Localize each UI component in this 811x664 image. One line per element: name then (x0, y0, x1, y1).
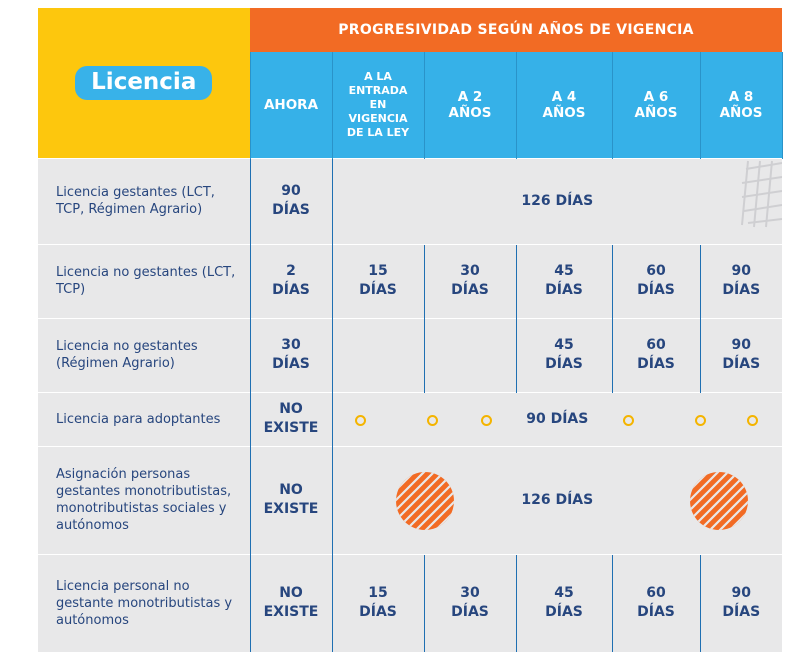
now-value (250, 392, 332, 446)
now-value-text: NO EXISTE (263, 585, 319, 621)
grid-pattern-icon (738, 159, 782, 229)
span-value-text: 126 DÍAS (521, 492, 594, 508)
value-cell (332, 318, 424, 392)
col-header-entrada-text: A LA ENTRADA EN VIGENCIA DE LA LEY (346, 69, 410, 139)
value-text: 30 DÍAS (451, 585, 489, 621)
row-label: Licencia para adoptantes (38, 392, 250, 446)
now-value-text: NO EXISTE (263, 401, 319, 436)
value-cell (700, 554, 782, 652)
licencias-table-container (38, 8, 782, 654)
value-cell (332, 244, 424, 318)
span-value (332, 446, 782, 554)
col-header-a4 (516, 52, 612, 158)
dot-icon (623, 415, 634, 426)
table-row (38, 244, 782, 318)
value-cell (516, 554, 612, 652)
now-value (250, 554, 332, 652)
span-value-text: 90 DÍAS (526, 411, 589, 427)
col-header-a8 (700, 52, 782, 158)
row-label: Asignación personas gestantes monotributistas, monotributistas sociales y autónomos (38, 446, 250, 554)
hatched-circle-icon (689, 471, 749, 531)
dot-icon (427, 415, 438, 426)
hatched-circle-icon (395, 471, 455, 531)
dot-icon (747, 415, 758, 426)
value-cell (516, 244, 612, 318)
col-header-a2 (424, 52, 516, 158)
licencias-table (38, 8, 783, 652)
table-row (38, 446, 782, 554)
span-value-text: 126 DÍAS (521, 193, 594, 209)
value-cell (700, 318, 782, 392)
col-header-a4-text: A 4 AÑOS (542, 88, 586, 121)
group-header: PROGRESIVIDAD SEGÚN AÑOS DE VIGENCIA (250, 8, 782, 52)
row-label: Licencia personal no gestante monotributistas y autónomos (38, 554, 250, 652)
now-value (250, 446, 332, 554)
col-header-a8-text: A 8 AÑOS (719, 88, 763, 121)
dot-icon (481, 415, 492, 426)
value-text: 90 DÍAS (722, 585, 761, 621)
row-label: Licencia no gestantes (LCT, TCP) (38, 244, 250, 318)
value-cell (612, 554, 700, 652)
value-cell (424, 554, 516, 652)
value-text: 30 DÍAS (451, 263, 489, 298)
value-cell (612, 244, 700, 318)
licencia-title: Licencia (75, 66, 212, 100)
value-text: 60 DÍAS (637, 263, 675, 298)
table-row (38, 158, 782, 244)
dot-icon (695, 415, 706, 426)
col-header-a2-text: A 2 AÑOS (448, 88, 492, 121)
now-value-text: NO EXISTE (263, 482, 319, 517)
row-label: Licencia no gestantes (Régimen Agrario) (38, 318, 250, 392)
value-text: 45 DÍAS (545, 585, 583, 621)
table-row (38, 392, 782, 446)
value-text: 45 DÍAS (545, 337, 583, 372)
value-text: 90 DÍAS (722, 263, 761, 298)
value-cell (332, 554, 424, 652)
value-text: 90 DÍAS (722, 337, 761, 372)
value-text: 15 DÍAS (359, 263, 397, 298)
value-text: 60 DÍAS (637, 585, 675, 621)
col-header-ahora: AHORA (250, 52, 332, 158)
value-text: 15 DÍAS (359, 585, 397, 621)
value-cell (612, 318, 700, 392)
dot-icon (355, 415, 366, 426)
now-value (250, 244, 332, 318)
now-value-text: 30 DÍAS (272, 337, 310, 372)
value-text: 60 DÍAS (637, 337, 675, 372)
now-value-text: 90 DÍAS (272, 183, 310, 218)
value-text: 45 DÍAS (545, 263, 583, 298)
col-header-a6-text: A 6 AÑOS (634, 88, 678, 121)
now-value-text: 2 DÍAS (272, 263, 310, 298)
corner-cell (38, 8, 250, 158)
value-cell (516, 318, 612, 392)
value-cell (424, 244, 516, 318)
span-value (332, 392, 782, 446)
table-row (38, 318, 782, 392)
span-value (332, 158, 782, 244)
now-value (250, 158, 332, 244)
row-label: Licencia gestantes (LCT, TCP, Régimen Agrario) (38, 158, 250, 244)
col-header-a6 (612, 52, 700, 158)
value-cell (424, 318, 516, 392)
col-header-entrada (332, 52, 424, 158)
table-row (38, 554, 782, 652)
now-value (250, 318, 332, 392)
value-cell (700, 244, 782, 318)
